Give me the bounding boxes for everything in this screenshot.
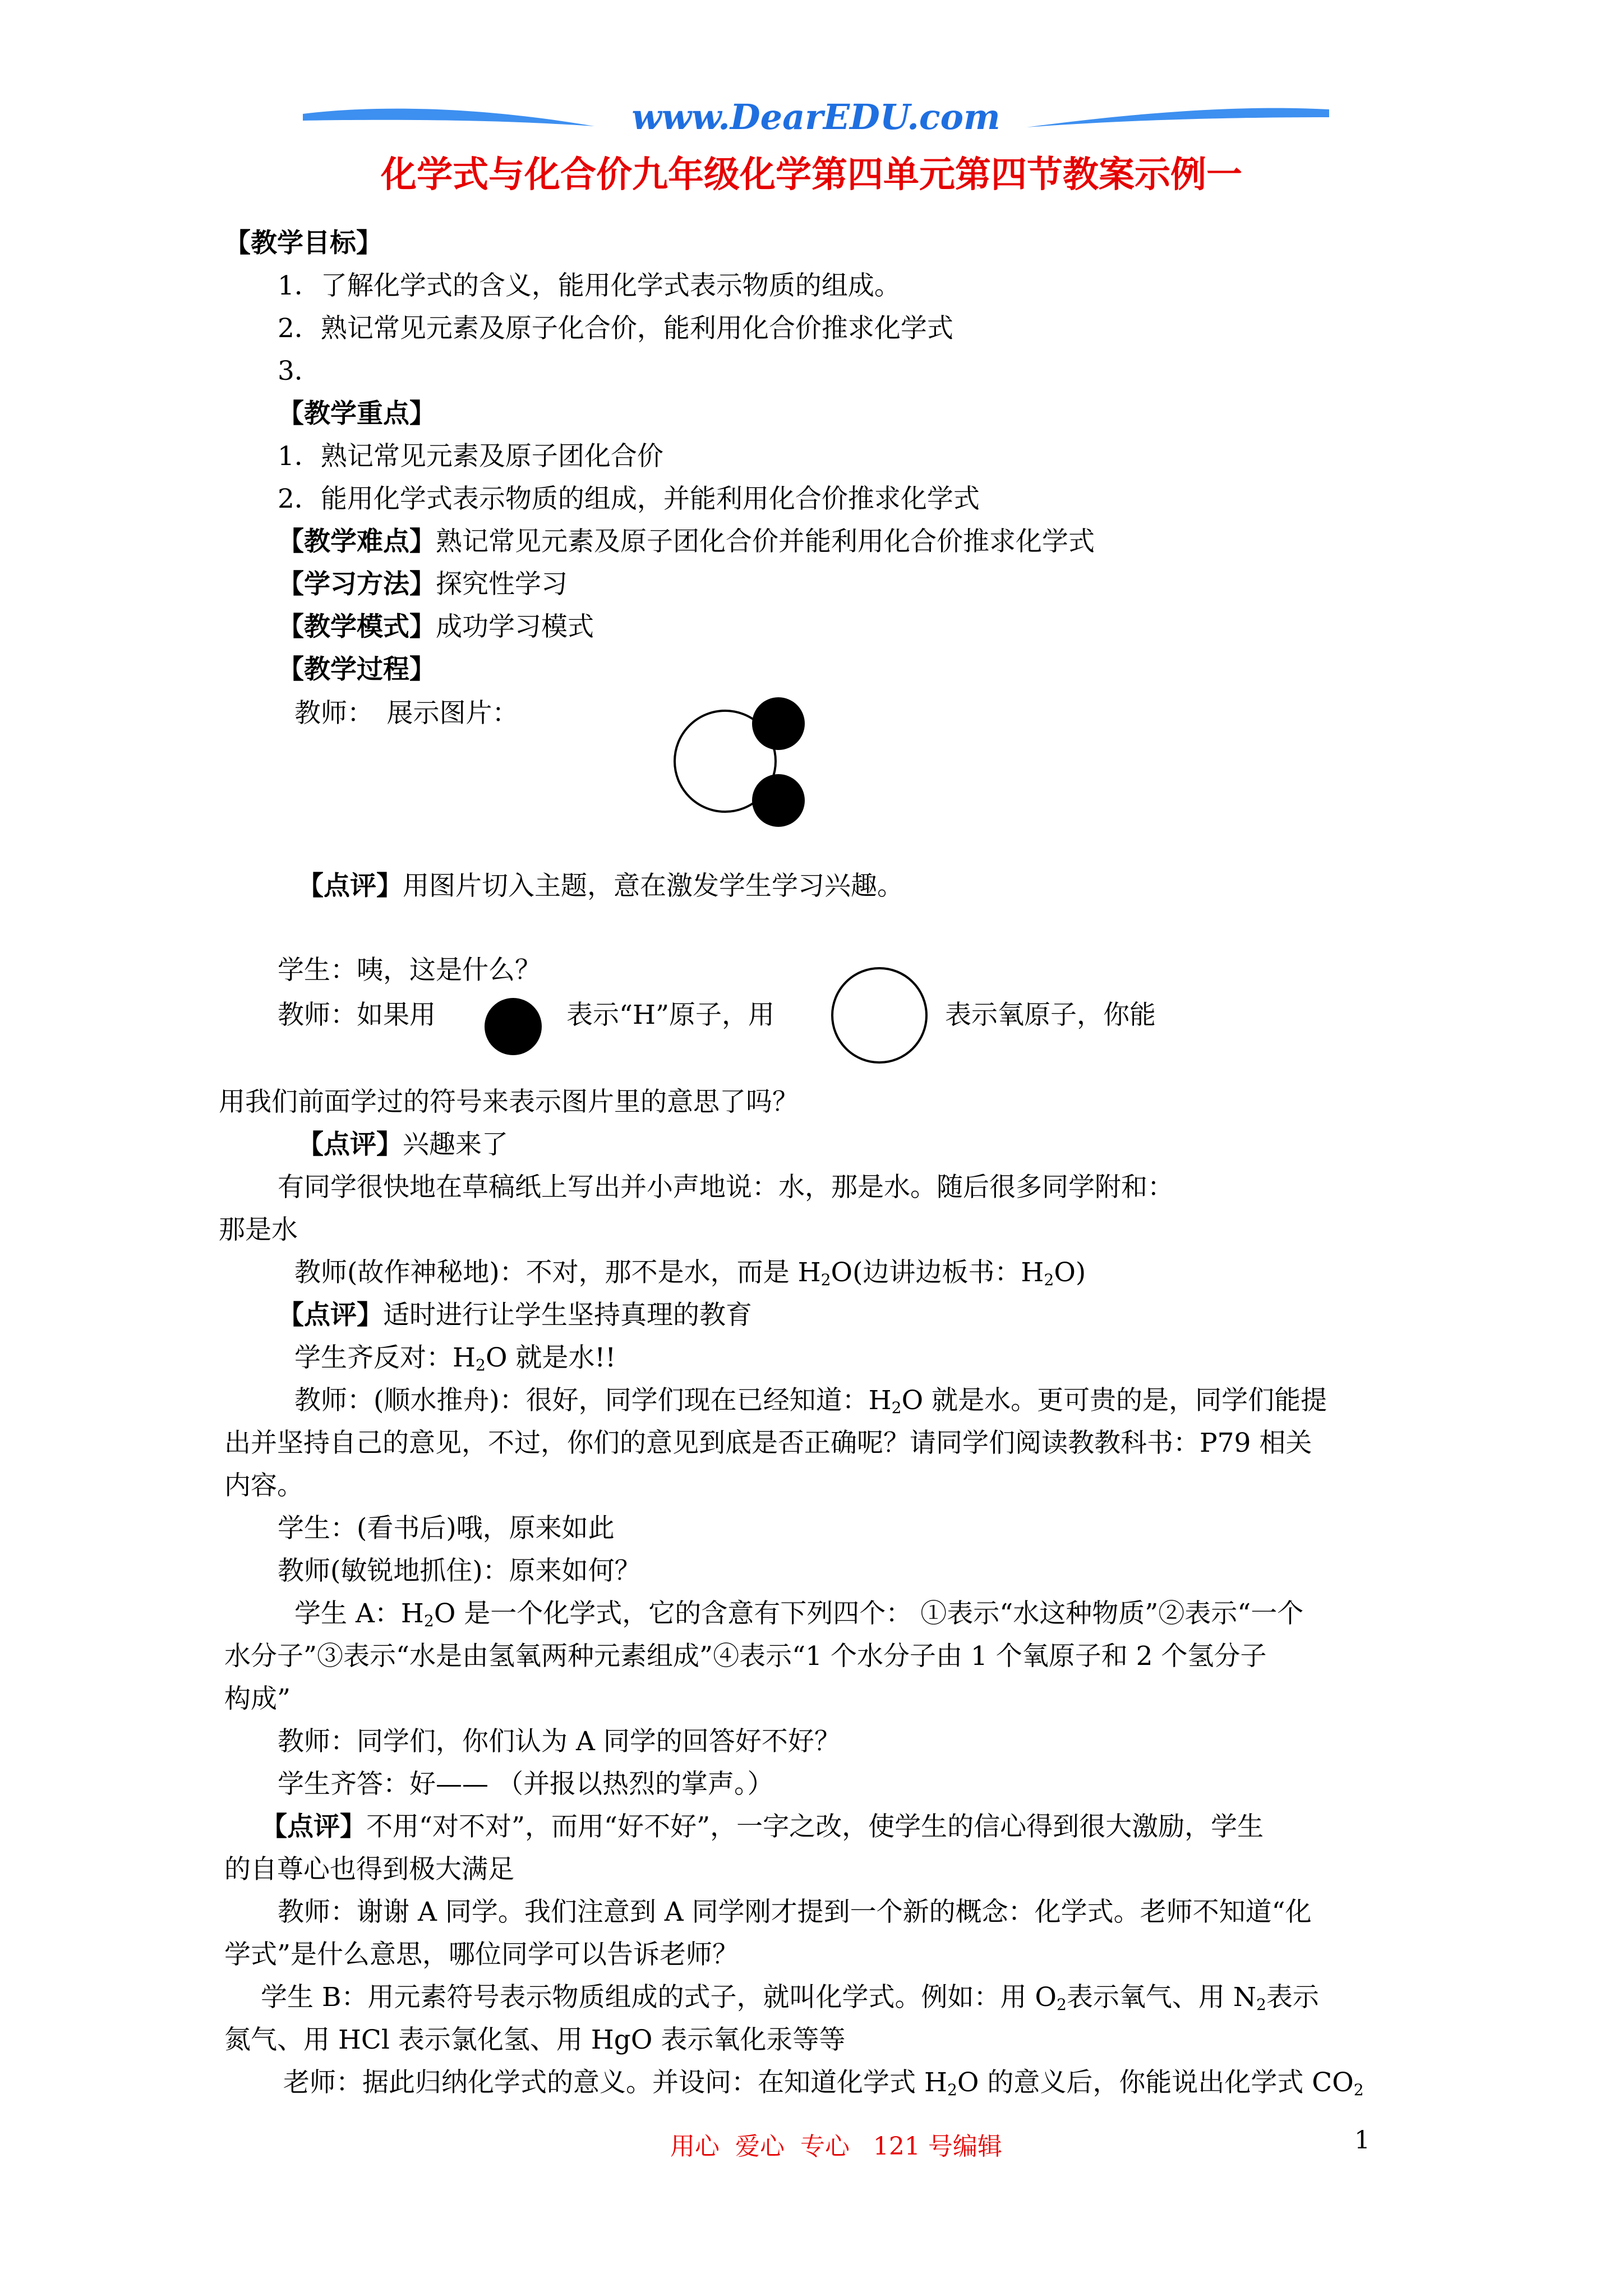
comment-2: 【点评】兴趣来了 <box>297 1129 508 1160</box>
goal-item-2: 2．熟记常见元素及原子化合价，能利用化合价推求化学式 <box>278 313 953 344</box>
logo-text: www.DearEDU.com <box>631 96 1000 137</box>
method-line <box>278 568 568 601</box>
teacher-line-6a: 教师：谢谢 A 同学。我们注意到 A 同学刚才提到一个新的概念：化学式。老师不知道“化 <box>278 1897 1312 1927</box>
student-a-line-3: 构成” <box>224 1683 291 1714</box>
dearedu-logo <box>303 93 1329 154</box>
teacher-line-7: 老师：据此归纳化学式的意义。并设问：在知道化学式 $H_2O$ 的意义后，你能说出化学式 $CO_2$ <box>283 2067 1364 2100</box>
difficulty-label: 【教学难点】 <box>278 526 436 557</box>
goal-item-1: 1．了解化学式的含义，能用化学式表示物质的组成。 <box>278 270 901 301</box>
student-line-1: 学生：咦，这是什么？ <box>278 955 541 986</box>
teacher-line-5: 教师：同学们，你们认为 A 同学的回答好不好？ <box>278 1726 841 1757</box>
goal-item-3: 3． <box>278 356 321 386</box>
student-b-line-2: 氮气、用 HCl 表示氯化氢、用 HgO 表示氧化汞等等 <box>224 2024 846 2055</box>
hydrogen-atom-bottom <box>752 774 805 827</box>
mode-line <box>278 610 594 644</box>
teacher-line-3a: 教师：(顺水推舟)：很好，同学们现在已经知道：$H_2O$ 就是水。更可贵的是，同学们能提 <box>294 1385 1327 1418</box>
logo-swoosh-left <box>303 109 594 126</box>
teacher-line-2: 教师(故作神秘地)：不对，那不是水，而是 $H_2O$(边讲边板书：$H_2O$) <box>294 1257 1086 1290</box>
key-point-2: 2．能用化学式表示物质的组成，并能利用化合价推求化学式 <box>278 484 980 514</box>
student-a-line-2: 水分子”③表示“水是由氢氧两种元素组成”④表示“1 个水分子由 1 个氧原子和 2 个氢分子 <box>224 1641 1267 1672</box>
student-b-line-1: 学生 B：用元素符号表示物质组成的式子，就叫化学式。例如：用 $O_2$表示氧气、用 $N_2$表示 <box>261 1982 1319 2014</box>
teacher-line-1b: 表示“H”原子，用 <box>566 1000 775 1030</box>
mode-label: 【教学模式】 <box>278 611 436 642</box>
document-title: 化学式与化合价九年级化学第四单元第四节教案示例一 <box>381 154 1242 196</box>
hydrogen-atom-top <box>752 697 805 750</box>
comment-1: 【点评】用图片切入主题，意在激发学生学习兴趣。 <box>297 871 903 901</box>
teacher-line-6b: 学式”是什么意思，哪位同学可以告诉老师？ <box>224 1939 739 1970</box>
teacher-line-1d: 用我们前面学过的符号来表示图片里的意思了吗？ <box>219 1087 799 1117</box>
student-a-line-1: 学生 A：$H_2O$ 是一个化学式，它的含意有下列四个： ①表示“水这种物质”②表示“一个 <box>294 1598 1304 1631</box>
comment-4a: 【点评】不用“对不对”，而用“好不好”，一字之改，使学生的信心得到很大激励，学生 <box>261 1811 1264 1842</box>
comment-label: 【点评】 <box>297 871 403 901</box>
teacher-line-1a: 教师：如果用 <box>278 1000 436 1030</box>
student-line-4: 学生齐答：好—— （并报以热烈的掌声。） <box>278 1769 774 1800</box>
mode-text: 成功学习模式 <box>436 611 594 642</box>
oxygen-symbol-icon <box>830 966 929 1065</box>
process-heading: 【教学过程】 <box>278 654 436 685</box>
water-molecule-diagram <box>667 690 813 836</box>
goals-heading: 【教学目标】 <box>224 228 382 259</box>
footer-text: 用心 爱心 专心 121 号编辑 <box>670 2132 1002 2161</box>
page-number: 1 <box>1354 2126 1370 2155</box>
method-label: 【学习方法】 <box>278 569 436 600</box>
student-line-3: 学生：(看书后)哦，原来如此 <box>278 1513 615 1544</box>
comment-4b: 的自尊心也得到极大满足 <box>224 1854 514 1885</box>
difficulty-line <box>278 525 1095 559</box>
comment-3: 【点评】适时进行让学生坚持真理的教育 <box>278 1300 752 1331</box>
teacher-line-1c: 表示氧原子，你能 <box>945 1000 1156 1030</box>
teacher-line-3b: 出并坚持自己的意见，不过，你们的意见到底是否正确呢？请同学们阅读教教科书：P79 相关 <box>224 1428 1312 1458</box>
student-line-2: 学生齐反对：$H_2O$ 就是水!! <box>294 1342 616 1375</box>
paragraph-1b: 那是水 <box>219 1214 298 1245</box>
paragraph-1a: 有同学很快地在草稿纸上写出并小声地说：水，那是水。随后很多同学附和： <box>278 1172 1174 1203</box>
logo-swoosh-right <box>1026 108 1329 127</box>
method-text: 探究性学习 <box>436 569 568 600</box>
difficulty-text: 熟记常见元素及原子团化合价并能利用化合价推求化学式 <box>436 526 1095 557</box>
teacher-line-3c: 内容。 <box>224 1470 303 1501</box>
key-point-1: 1．熟记常见元素及原子团化合价 <box>278 441 663 472</box>
teacher-line-4: 教师(敏锐地抓住)：原来如何？ <box>278 1556 641 1586</box>
key-points-heading: 【教学重点】 <box>278 398 436 429</box>
show-picture-line: 教师： 展示图片： <box>294 698 519 729</box>
hydrogen-symbol-icon <box>482 996 544 1057</box>
